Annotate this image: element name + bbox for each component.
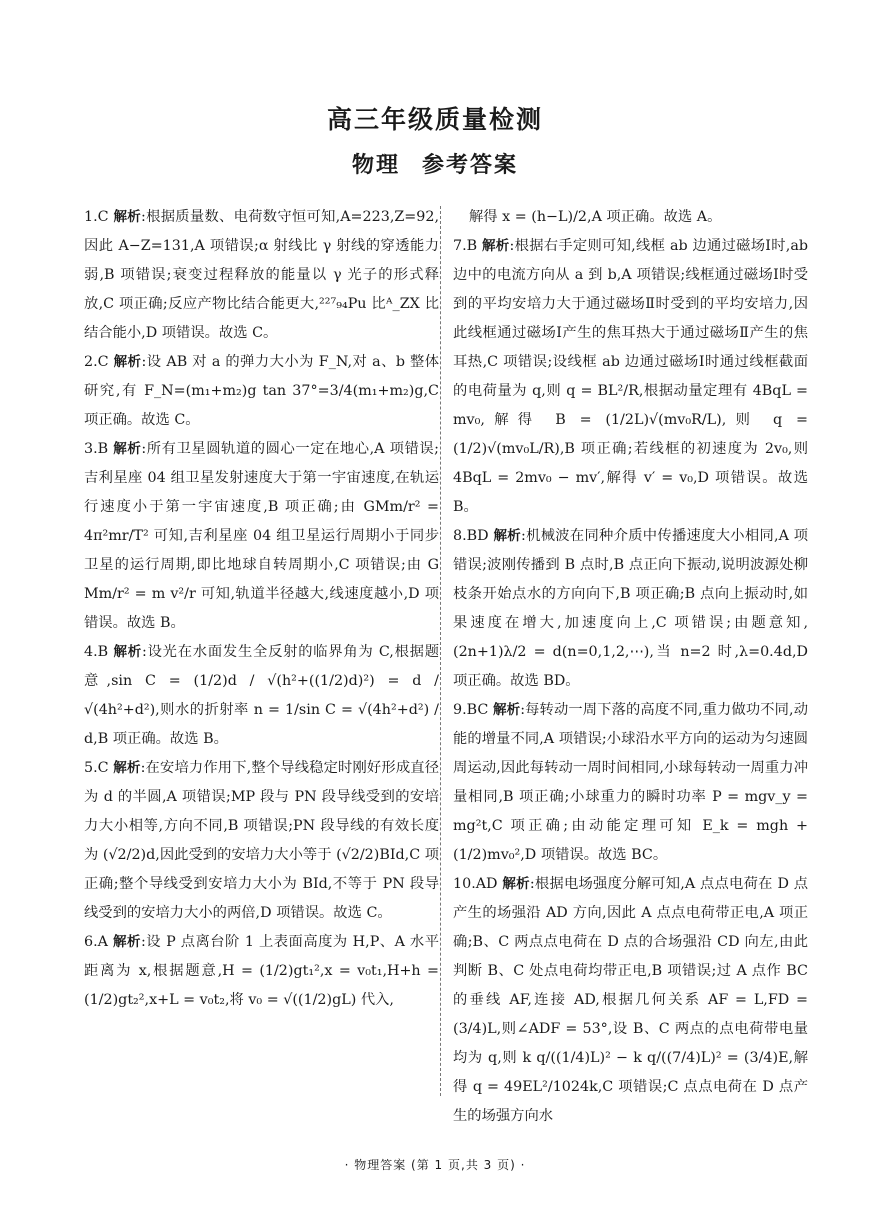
column-divider xyxy=(440,206,441,1096)
answer-number: 6.A xyxy=(84,934,108,950)
analysis-label: 解析 xyxy=(113,209,142,225)
answer-number: 9.BC xyxy=(453,702,489,718)
answer-item-10 xyxy=(453,870,808,1131)
answer-number: 10.AD xyxy=(453,876,498,892)
answer-number: 4.B xyxy=(84,644,109,660)
analysis-label: 解析 xyxy=(113,441,142,457)
answer-item-8 xyxy=(453,522,808,696)
answer-item-6-continued xyxy=(453,203,808,232)
analysis-label: 解析 xyxy=(502,876,530,892)
answer-text: :所有卫星圆轨道的圆心一定在地心,A 项错误;吉利星座 04 组卫星发射速度大于第一宇宙速度,在轨运行速度小于第一宇宙速度,B 项正确;由 GMm/r² = 4π²mr/T² 可知,吉利星座 04 组卫星运行周期小于同步卫星的运行周期,即比地球自转周期小,C 项错误;由 G Mm/r² = m v²/r 可知,轨道半径越大,线速度越小,D 项错误。故选 B。 xyxy=(84,441,440,631)
answer-text: 解得 x = (h−L)/2,A 项正确。故选 A。 xyxy=(469,209,722,225)
page-footer: · 物理答案 (第 1 页,共 3 页) · xyxy=(344,1158,526,1172)
answer-item-6 xyxy=(84,928,439,1015)
answer-text: :设光在水面发生全反射的临界角为 C,根据题意,sin C = (1/2)d / √(h²+((1/2)d)²) = d / √(4h²+d²),则水的折射率 n = 1/sin C = √(4h²+d²) / d,B 项正确。故选 B。 xyxy=(84,644,439,747)
page-subtitle xyxy=(0,148,870,179)
answer-text: :根据电场强度分解可知,A 点点电荷在 D 点产生的场强沿 AD 方向,因此 A 点点电荷带正电,A 项正确;B、C 两点点电荷在 D 点的合场强沿 CD 向左,由此判断 B、C 处点电荷均带正电,B 项错误;过 A 点作 BC 的垂线 AF,连接 AD,根据几何关系 AF = L,FD = (3/4)L,则∠ADF = 53°,设 B、C 两点的点电荷带电量均为 q,则 k q/((1/4)L)² − k q/((7/4)L)² = (3/4)E,解得 q = 49EL²/1024k,C 项错误;C 点点电荷在 D 点产生的场强方向水 xyxy=(453,876,809,1124)
analysis-label: 解析 xyxy=(481,238,510,254)
answer-item-5 xyxy=(84,754,439,928)
answer-number: 3.B xyxy=(84,441,109,457)
answer-number: 2.C xyxy=(84,354,109,370)
answer-text: :根据质量数、电荷数守恒可知,A=223,Z=92,因此 A−Z=131,A 项错误;α 射线比 γ 射线的穿透能力弱,B 项错误;衰变过程释放的能量以 γ 光子的形式释放,C 项正确;反应产物比结合能更大,²²⁷₉₄Pu 比ᴬ_ZX 比结合能小,D 项错误。故选 C。 xyxy=(84,209,440,341)
page-title: 高三年级质量检测 xyxy=(326,105,543,134)
answer-text: :根据右手定则可知,线框 ab 边通过磁场Ⅰ时,ab 边中的电流方向从 a 到 b,A 项错误;线框通过磁场Ⅰ时受到的平均安培力大于通过磁场Ⅱ时受到的平均安培力,因此线框通过磁场Ⅰ产生的焦耳热大于通过磁场Ⅱ产生的焦耳热,C 项错误;设线框 ab 边通过磁场Ⅰ时通过线框截面的电荷量为 q,则 q = BL²/R,根据动量定理有 4BqL = mv₀,解得 B = (1/2L)√(mv₀R/L),则 q = (1/2)√(mv₀L/R),B 项正确;若线框的初速度为 2v₀,则 4BqL = 2mv₀ − mv′,解得 v′ = v₀,D 项错误。故选 B。 xyxy=(453,238,809,515)
answer-item-1 xyxy=(84,203,439,348)
answer-number: 5.C xyxy=(84,760,109,776)
answer-item-2 xyxy=(84,348,439,435)
answer-item-9 xyxy=(453,696,808,870)
answer-item-4 xyxy=(84,638,439,754)
analysis-label: 解析 xyxy=(113,934,141,950)
answer-text: :每转动一周下落的高度不同,重力做功不同,动能的增量不同,A 项错误;小球沿水平方向的运动为匀速圆周运动,因此每转动一周时间相同,小球每转动一周重力冲量相同,B 项正确;小球重力的瞬时功率 P = mgv_y = mg²t,C 项正确;由动能定理可知 E_k = mgh + (1/2)mv₀²,D 项错误。故选 BC。 xyxy=(453,702,809,863)
analysis-label: 解析 xyxy=(113,644,142,660)
analysis-label: 解析 xyxy=(113,354,142,370)
left-column xyxy=(84,203,439,1015)
analysis-label: 解析 xyxy=(493,702,521,718)
answer-number: 8.BD xyxy=(453,528,489,544)
answer-number: 1.C xyxy=(84,209,109,225)
analysis-label: 解析 xyxy=(113,760,141,776)
answer-item-3 xyxy=(84,435,439,638)
analysis-label: 解析 xyxy=(493,528,522,544)
answer-key-label: 参考答案 xyxy=(422,153,519,178)
answer-item-7 xyxy=(453,232,808,522)
answer-text: :在安培力作用下,整个导线稳定时刚好形成直径为 d 的半圆,A 项错误;MP 段与 PN 段导线受到的安培力大小相等,方向不同,B 项错误;PN 段导线的有效长度为 (√2/2)d,因此受到的安培力大小等于 (√2/2)BId,C 项正确;整个导线受到安培力大小为 BId,不等于 PN 段导线受到的安培力大小的两倍,D 项错误。故选 C。 xyxy=(84,760,440,921)
right-column xyxy=(453,203,808,1131)
answer-text: :设 AB 对 a 的弹力大小为 F_N,对 a、b 整体研究,有 F_N=(m₁+m₂)g tan 37°=3/4(m₁+m₂)g,C 项正确。故选 C。 xyxy=(84,354,440,428)
answer-number: 7.B xyxy=(453,238,478,254)
answer-text: :机械波在同种介质中传播速度大小相同,A 项错误;波刚传播到 B 点时,B 点正向下振动,说明波源处柳枝条开始点水的方向向下,B 项正确;B 点向上振动时,如果速度在增大,加速度向上,C 项错误;由题意知,(2n+1)λ/2 = d(n=0,1,2,⋯),当 n=2 时,λ=0.4d,D 项正确。故选 BD。 xyxy=(453,528,809,689)
subject-label: 物理 xyxy=(351,153,400,178)
answer-text: :设 P 点离台阶 1 上表面高度为 H,P、A 水平距离为 x,根据题意,H = (1/2)gt₁²,x = v₀t₁,H+h = (1/2)gt₂²,x+L = v₀t₂,将 v₀ = √((1/2)gL) 代入, xyxy=(84,934,439,1008)
